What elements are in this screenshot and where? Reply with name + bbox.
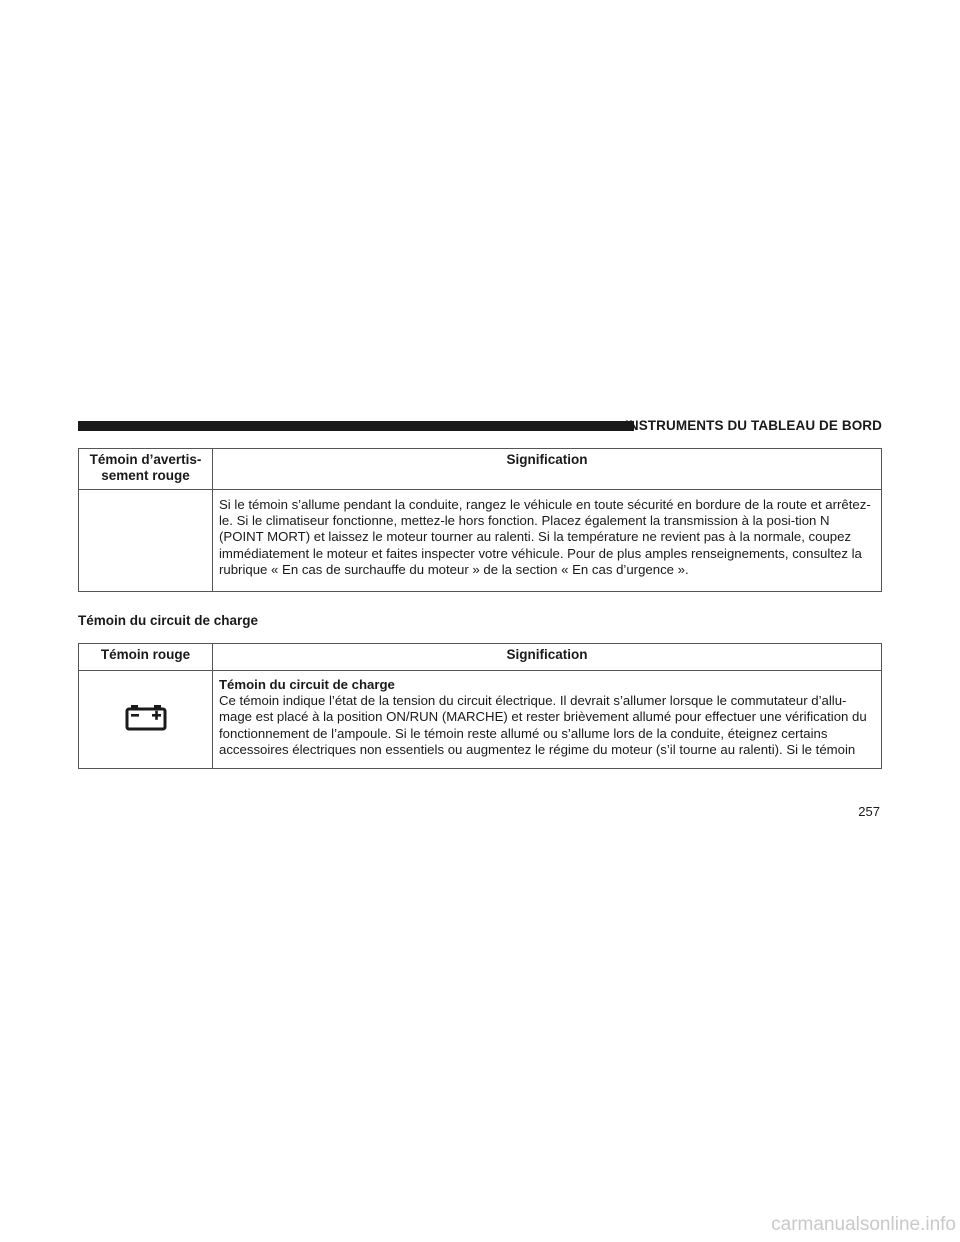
warning-light-table	[78, 448, 882, 592]
light-cell	[79, 490, 213, 592]
meaning-cell	[213, 671, 882, 769]
light-cell	[79, 671, 213, 769]
battery-icon	[123, 702, 169, 732]
column-header-light: Témoin rouge	[79, 644, 213, 671]
section-title: Témoin du circuit de charge	[78, 613, 259, 628]
table-row	[79, 490, 882, 592]
column-header-meaning: Signification	[213, 644, 882, 671]
page-number: 257	[858, 804, 880, 819]
watermark: carmanualsonline.info	[771, 1214, 956, 1235]
table-header-row	[79, 449, 882, 490]
charging-system-table	[78, 643, 882, 769]
section-header-title: INSTRUMENTS DU TABLEAU DE BORD	[625, 418, 882, 433]
table-header-row	[79, 644, 882, 671]
column-header-light-label: Témoin d’avertis- sement rouge	[89, 452, 202, 483]
meaning-cell: Si le témoin s’allume pendant la conduite, rangez le véhicule en toute sécurité en bordure de la route et arrêtez-le. Si le climatiseur fonctionne, mettez-le hors fonction. Placez également la transmission à la posi-tion N (POINT MORT) et laissez le moteur tourner au ralenti. Si la température ne revient pas à la normale, coupez immédiatement le moteur et faites inspecter votre véhicule. Pour de plus amples renseignements, consultez la rubrique « En cas de surchauffe du moteur » de la section « En cas d’urgence ».	[213, 490, 882, 592]
meaning-text: Ce témoin indique l’état de la tension du circuit électrique. Il devrait s’allumer lorsque le commutateur d’allu-mage est placé à la position ON/RUN (MARCHE) et rester brièvement allumé pour effectuer une vérification du fonctionnement de l’ampoule. Si le témoin reste allumé ou s’allume lors de la conduite, éteignez certains accessoires électriques non essentiels ou augmentez le régime du moteur (s’il tourne au ralenti). Si le témoin	[219, 693, 867, 757]
column-header-meaning: Signification	[213, 449, 882, 490]
table-row	[79, 671, 882, 769]
header-rule	[78, 421, 634, 431]
column-header-light	[79, 449, 213, 490]
meaning-title: Témoin du circuit de charge	[219, 677, 395, 692]
